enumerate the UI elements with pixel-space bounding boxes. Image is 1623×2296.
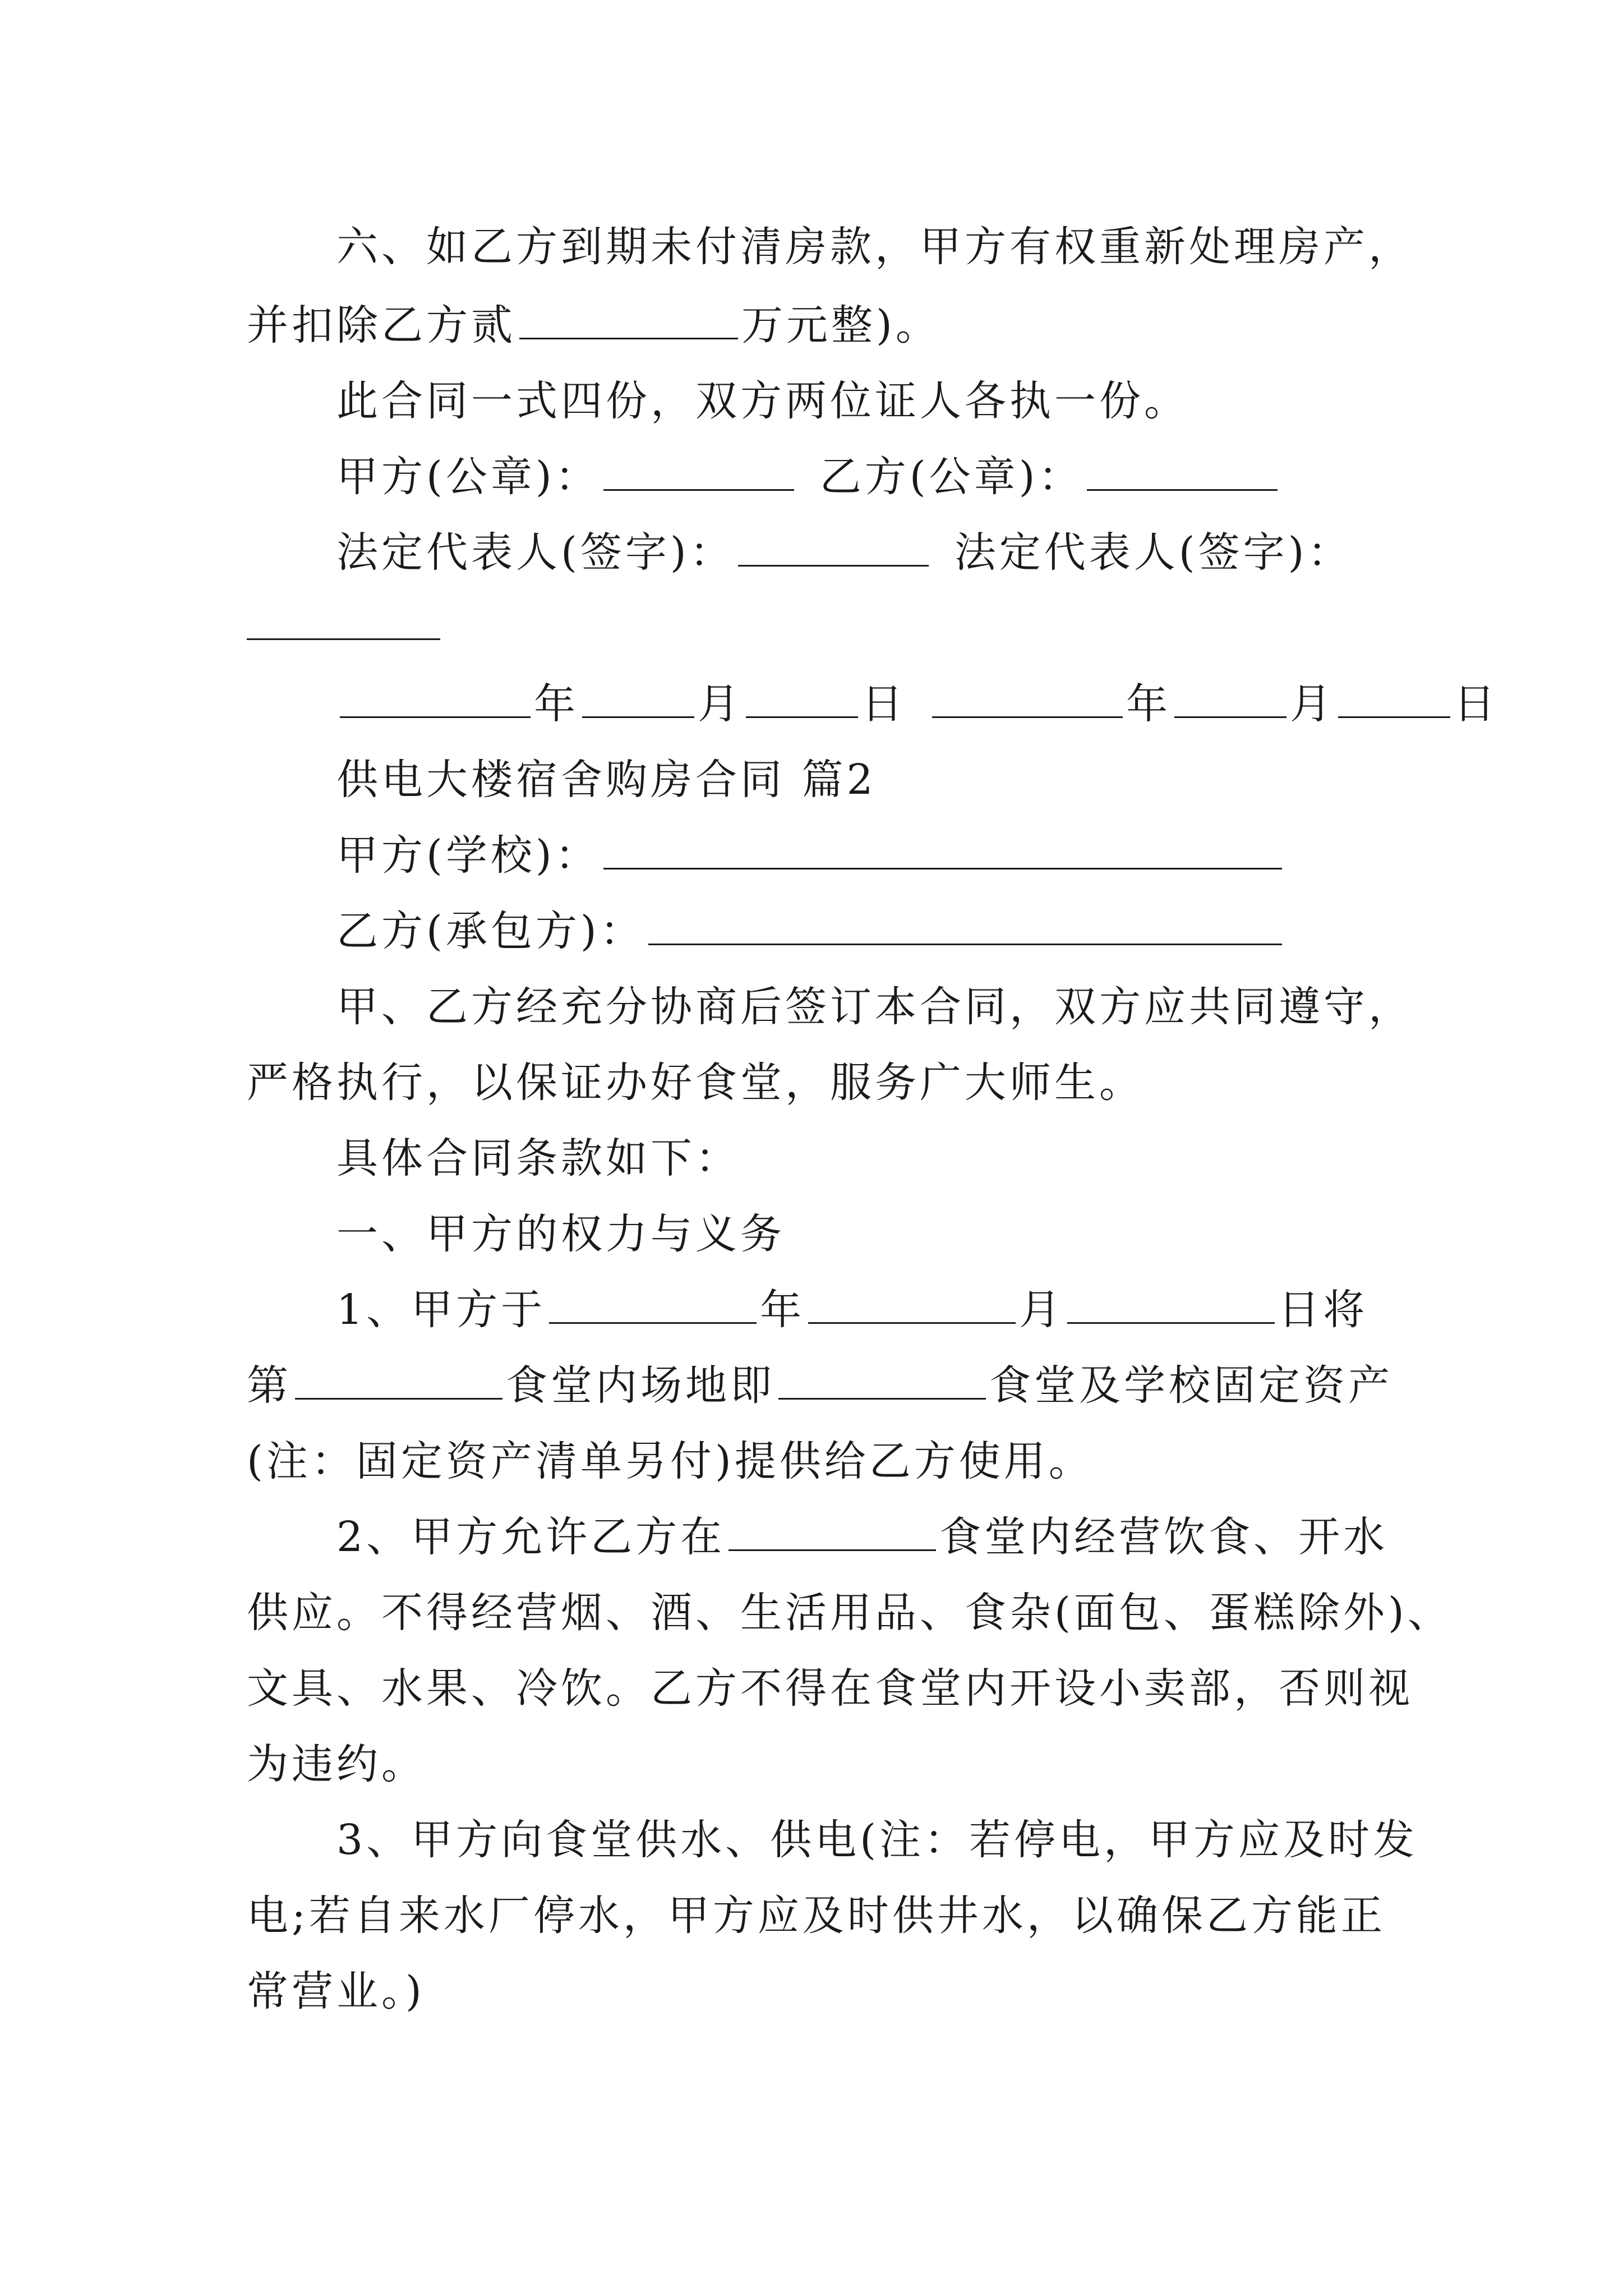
text-segment: 第 bbox=[247, 1361, 292, 1410]
text-segment: 2、甲方允许乙方在 bbox=[336, 1513, 726, 1561]
party-a-seal-blank bbox=[603, 452, 794, 491]
canteen-blank bbox=[728, 1512, 936, 1551]
year-b-label: 年 bbox=[1126, 680, 1171, 728]
party-a-rep-label: 法定代表人(签字)： bbox=[336, 528, 735, 577]
month-a-blank bbox=[582, 679, 694, 718]
party-b-blank bbox=[648, 907, 1282, 945]
section-title: 供电大楼宿舍购房合同 篇2 bbox=[336, 756, 877, 804]
party-a-seal-label: 甲方(公章)： bbox=[336, 453, 600, 501]
text-segment: 年 bbox=[760, 1286, 805, 1334]
day-a-blank bbox=[746, 679, 858, 718]
day-b-label: 日 bbox=[1454, 680, 1498, 728]
text-segment: 食堂内场地即 bbox=[506, 1361, 775, 1410]
text-segment: 1、甲方于 bbox=[336, 1286, 546, 1334]
clause-2-line-3: 文具、水果、冷饮。乙方不得在食堂内开设小卖部，否则视 bbox=[247, 1664, 1413, 1713]
party-b-seal-blank bbox=[1087, 452, 1278, 491]
month-b-blank bbox=[1174, 679, 1287, 718]
clause-1-line-3: (注：固定资产清单另付)提供给乙方使用。 bbox=[247, 1437, 1094, 1485]
year-a-blank bbox=[340, 679, 531, 718]
clause-2-line-1 bbox=[336, 1509, 1388, 1565]
day-blank bbox=[1067, 1285, 1275, 1324]
text-segment: 食堂内经营饮食、开水 bbox=[939, 1513, 1389, 1561]
party-a-blank bbox=[603, 831, 1282, 869]
party-b-label: 乙方(承包方)： bbox=[336, 907, 645, 955]
text-segment: 万元整)。 bbox=[741, 301, 940, 349]
party-a-label: 甲方(学校)： bbox=[336, 831, 600, 880]
clause-3-line-3: 常营业。) bbox=[247, 1967, 425, 2016]
terms-lead: 具体合同条款如下： bbox=[336, 1134, 740, 1182]
month-blank bbox=[808, 1285, 1016, 1324]
party-a-rep-blank bbox=[738, 528, 929, 567]
clause-1-line-1 bbox=[336, 1282, 1368, 1338]
text-segment: 食堂及学校固定资产 bbox=[989, 1361, 1393, 1410]
party-b-rep-label: 法定代表人(签字)： bbox=[954, 528, 1353, 577]
representative-line bbox=[336, 524, 1353, 581]
text-segment: 并扣除乙方贰 bbox=[247, 301, 516, 349]
clause-3-line-1: 3、甲方向食堂供水、供电(注：若停电，甲方应及时发 bbox=[336, 1816, 1418, 1864]
day-b-blank bbox=[1338, 679, 1450, 718]
clause-6-line-1: 六、如乙方到期未付清房款，甲方有权重新处理房产， bbox=[336, 223, 1413, 271]
day-a-label: 日 bbox=[861, 680, 906, 728]
canteen-number-blank bbox=[295, 1361, 502, 1400]
clause-2-line-4: 为违约。 bbox=[247, 1740, 426, 1788]
clause-3-line-2: 电;若自来水厂停水，甲方应及时供井水，以确保乙方能正 bbox=[247, 1892, 1386, 1940]
party-b-rep-blank bbox=[247, 633, 440, 640]
clause-6-line-2 bbox=[247, 297, 940, 353]
clause-2-line-2: 供应。不得经营烟、酒、生活用品、食杂(面包、蛋糕除外)、 bbox=[247, 1589, 1453, 1637]
party-b-seal-label: 乙方(公章)： bbox=[819, 453, 1083, 501]
year-blank bbox=[549, 1285, 757, 1324]
year-a-label: 年 bbox=[534, 680, 579, 728]
amount-blank bbox=[519, 301, 738, 339]
clause-1-line-2 bbox=[247, 1358, 1393, 1414]
year-b-blank bbox=[932, 679, 1123, 718]
month-a-label: 月 bbox=[698, 680, 743, 728]
text-segment: 日将 bbox=[1278, 1286, 1368, 1334]
copies-paragraph: 此合同一式四份，双方两位证人各执一份。 bbox=[336, 377, 1189, 425]
canteen-name-blank bbox=[778, 1361, 986, 1400]
intro-line-2: 严格执行，以保证办好食堂，服务广大师生。 bbox=[247, 1059, 1144, 1107]
party-b-line bbox=[336, 903, 1285, 959]
seal-line bbox=[336, 449, 1281, 505]
date-line bbox=[336, 676, 1498, 732]
party-a-line bbox=[336, 827, 1285, 884]
text-segment: 月 bbox=[1019, 1286, 1064, 1334]
month-b-label: 月 bbox=[1290, 680, 1335, 728]
intro-line-1: 甲、乙方经充分协商后签订本合同，双方应共同遵守， bbox=[336, 983, 1413, 1031]
heading-party-a-rights: 一、甲方的权力与义务 bbox=[336, 1210, 785, 1258]
